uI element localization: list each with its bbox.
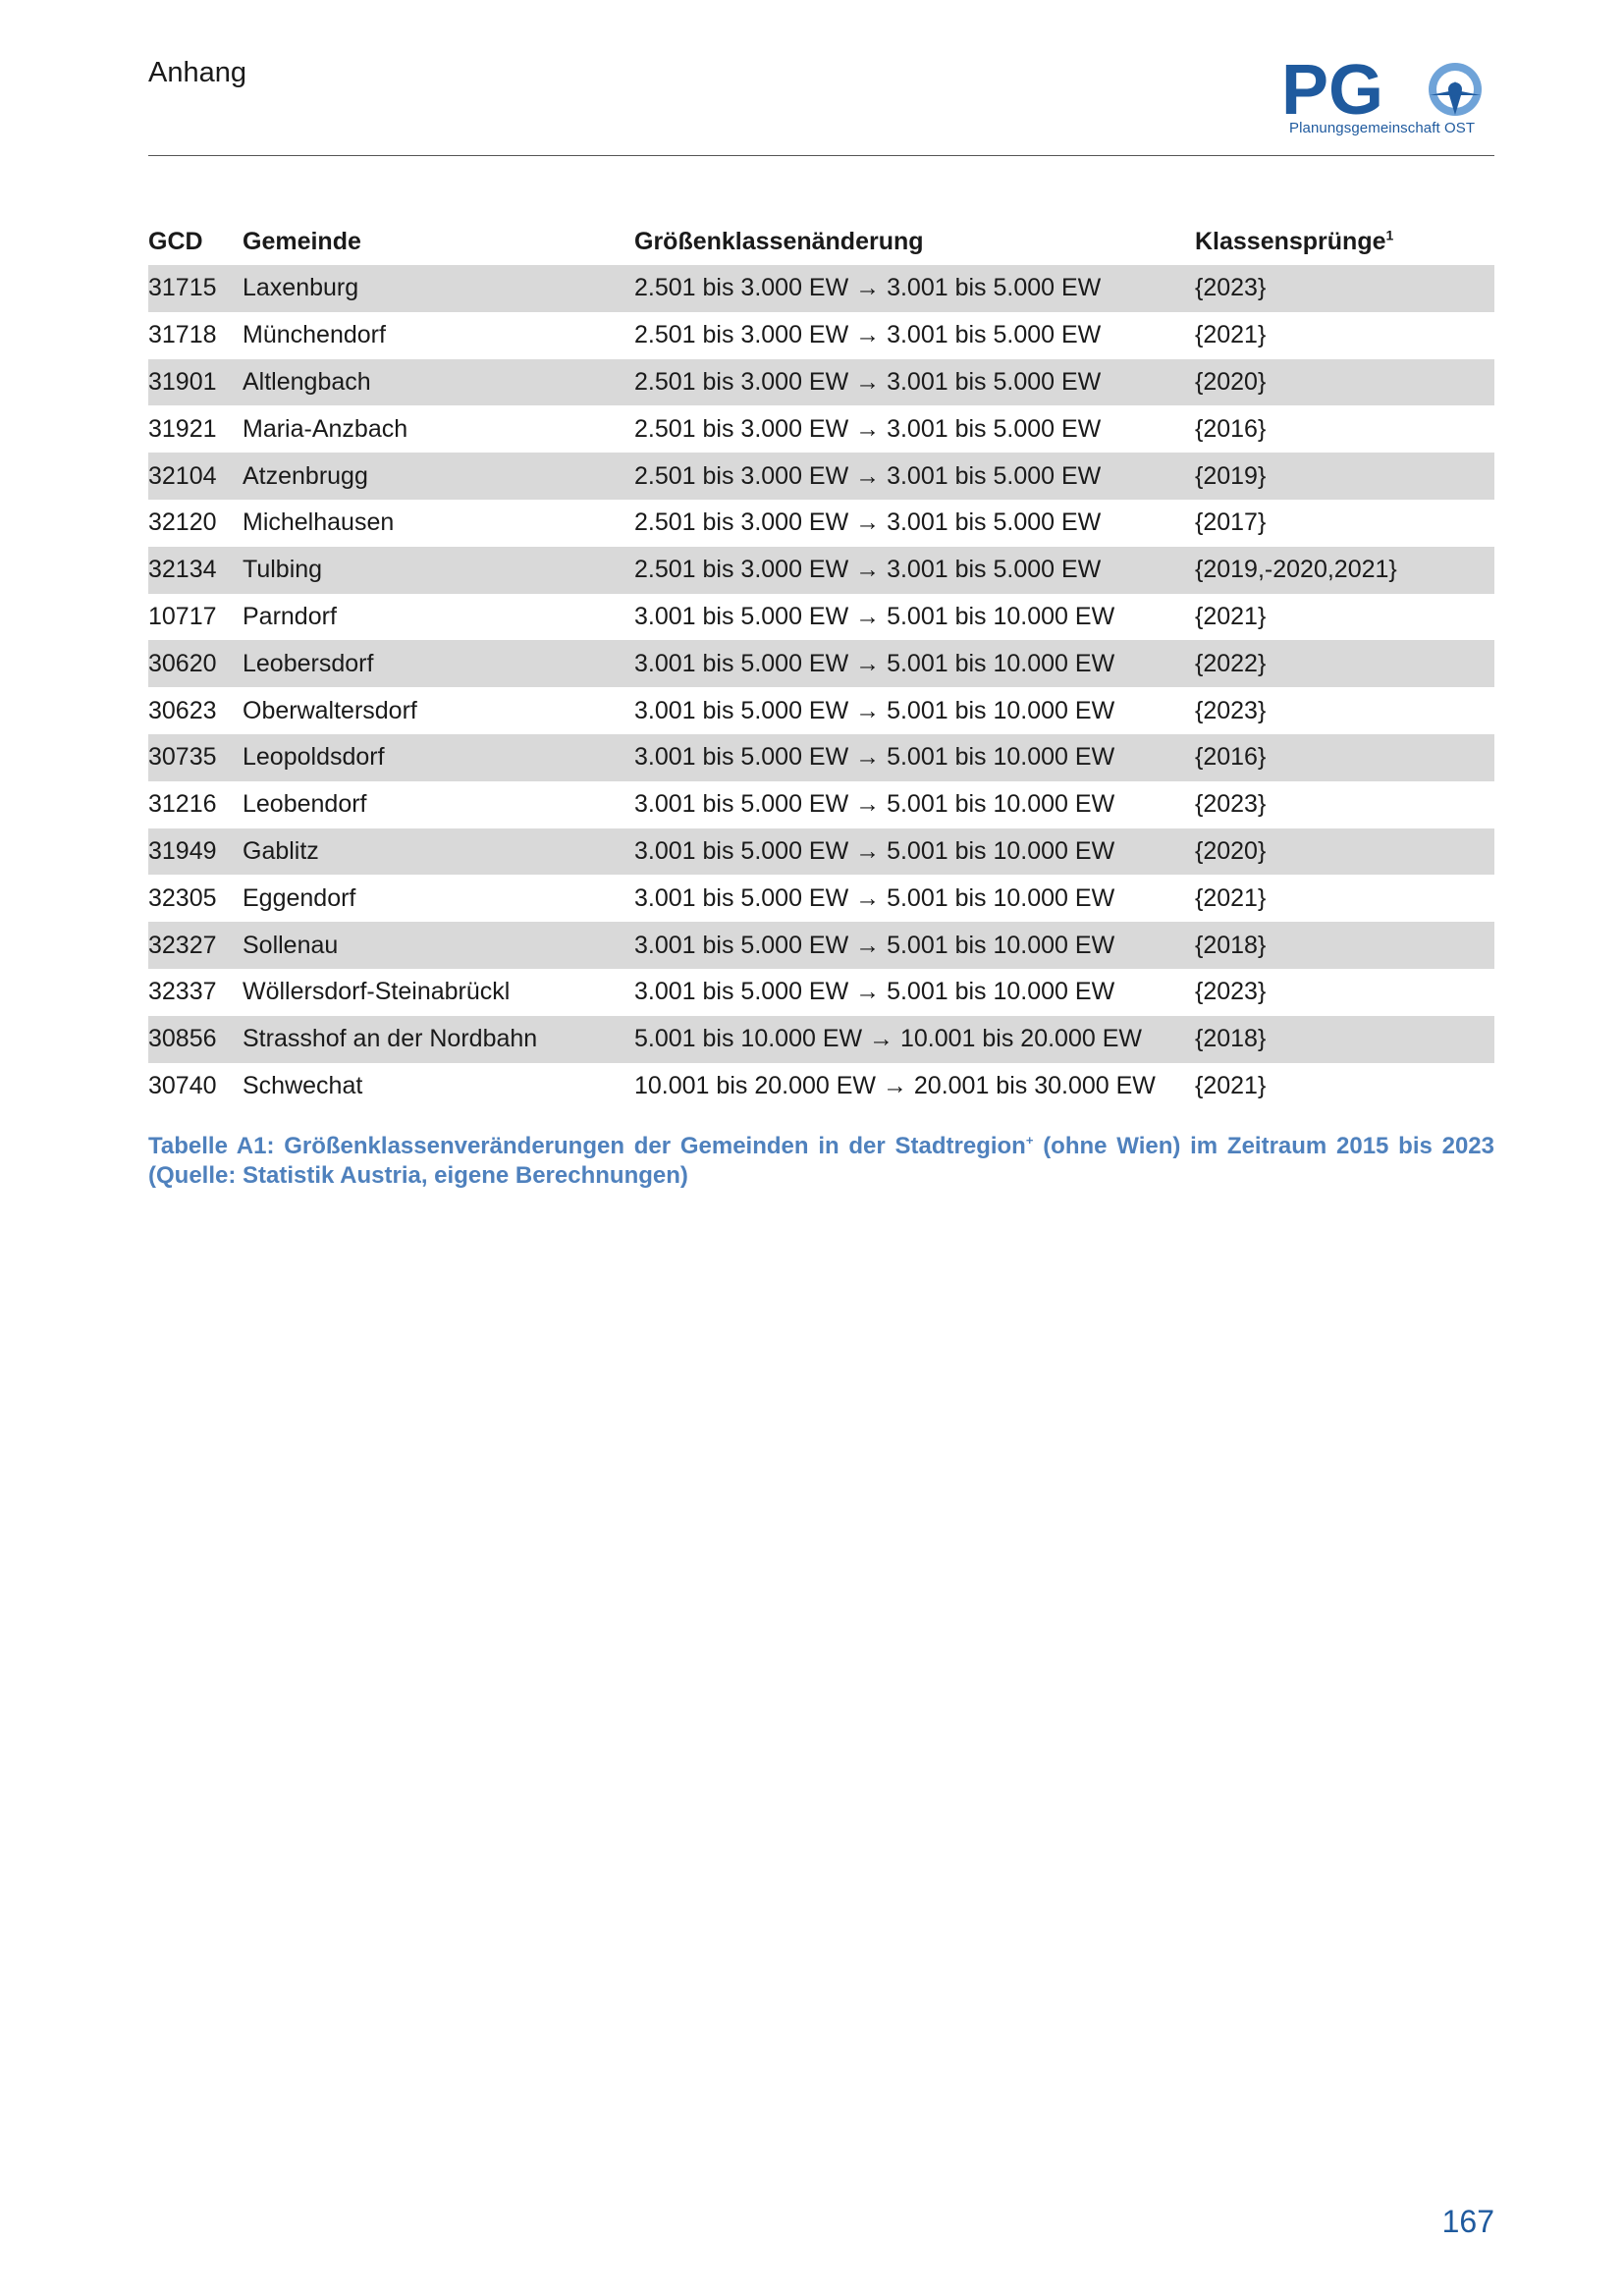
caption-marker: + xyxy=(1025,1133,1034,1148)
cell-klassenspruenge: {2021} xyxy=(1195,321,1267,349)
cell-klassenspruenge: {2019,-2020,2021} xyxy=(1195,547,1494,594)
cell-gcd: 32134 xyxy=(148,547,243,594)
cell-gemeinde: Maria-Anzbach xyxy=(243,414,408,443)
table-row xyxy=(148,405,1494,453)
cell-groessenklassenaenderung: 3.001 bis 5.000 EW → 5.001 bis 10.000 EW xyxy=(634,640,1195,687)
cell-groessenklassenaenderung: 2.501 bis 3.000 EW → 3.001 bis 5.000 EW xyxy=(634,453,1195,500)
table-row xyxy=(148,547,1494,594)
cell-gemeinde: Gablitz xyxy=(243,828,634,876)
cell-gemeinde: Parndorf xyxy=(243,602,337,630)
cell-klassenspruenge: {2019} xyxy=(1195,453,1494,500)
cell-gcd: 30623 xyxy=(148,696,217,724)
cell-gcd: 32120 xyxy=(148,508,217,537)
cell-gemeinde: Tulbing xyxy=(243,547,634,594)
cell-groessenklassenaenderung: 2.501 bis 3.000 EW → 3.001 bis 5.000 EW xyxy=(634,414,1102,443)
globe-icon xyxy=(1429,63,1482,116)
cell-klassenspruenge: {2018} xyxy=(1195,922,1494,969)
cell-klassenspruenge: {2020} xyxy=(1195,359,1494,406)
cell-klassenspruenge: {2023} xyxy=(1195,790,1267,819)
column-header-groessenklassenaenderung: Größenklassenänderung xyxy=(634,227,924,255)
cell-gcd: 31715 xyxy=(148,265,243,312)
cell-klassenspruenge: {2021} xyxy=(1195,883,1267,912)
table-row xyxy=(148,500,1494,547)
cell-klassenspruenge: {2017} xyxy=(1195,508,1267,537)
cell-groessenklassenaenderung: 3.001 bis 5.000 EW → 5.001 bis 10.000 EW xyxy=(634,696,1115,724)
table-row xyxy=(148,312,1494,359)
size-class-table xyxy=(148,218,1494,1109)
table-row xyxy=(148,687,1494,734)
cell-klassenspruenge: {2016} xyxy=(1195,734,1494,781)
table-row xyxy=(148,640,1494,687)
column-header-klassenspruenge xyxy=(1195,218,1494,265)
cell-klassenspruenge: {2020} xyxy=(1195,828,1494,876)
cell-gcd: 30620 xyxy=(148,640,243,687)
cell-gemeinde: Sollenau xyxy=(243,922,634,969)
klassenspruenge-label: Klassensprünge xyxy=(1195,227,1386,255)
cell-gemeinde: Atzenbrugg xyxy=(243,453,634,500)
cell-klassenspruenge: {2016} xyxy=(1195,414,1267,443)
cell-gcd: 32327 xyxy=(148,922,243,969)
cell-gemeinde: Leopoldsdorf xyxy=(243,734,634,781)
cell-gcd: 31901 xyxy=(148,359,243,406)
table-row xyxy=(148,1016,1494,1063)
cell-groessenklassenaenderung: 3.001 bis 5.000 EW → 5.001 bis 10.000 EW xyxy=(634,883,1115,912)
cell-klassenspruenge: {2023} xyxy=(1195,978,1267,1006)
cell-klassenspruenge: {2018} xyxy=(1195,1016,1494,1063)
cell-gemeinde: Strasshof an der Nordbahn xyxy=(243,1016,634,1063)
cell-klassenspruenge: {2023} xyxy=(1195,696,1267,724)
cell-groessenklassenaenderung: 3.001 bis 5.000 EW → 5.001 bis 10.000 EW xyxy=(634,922,1195,969)
table-row xyxy=(148,359,1494,406)
table-body xyxy=(148,265,1494,1109)
cell-groessenklassenaenderung: 5.001 bis 10.000 EW → 10.001 bis 20.000 EW xyxy=(634,1016,1195,1063)
cell-gemeinde: Leobersdorf xyxy=(243,640,634,687)
cell-groessenklassenaenderung: 3.001 bis 5.000 EW → 5.001 bis 10.000 EW xyxy=(634,790,1115,819)
cell-gemeinde: Michelhausen xyxy=(243,508,395,537)
cell-klassenspruenge: {2022} xyxy=(1195,640,1494,687)
column-header-gemeinde: Gemeinde xyxy=(243,227,361,255)
cell-groessenklassenaenderung: 2.501 bis 3.000 EW → 3.001 bis 5.000 EW xyxy=(634,508,1102,537)
table-row xyxy=(148,828,1494,876)
cell-groessenklassenaenderung: 3.001 bis 5.000 EW → 5.001 bis 10.000 EW xyxy=(634,978,1115,1006)
caption-text-part1: Tabelle A1: Größenklassenveränderungen der Gemeinden in der Stadtregion xyxy=(148,1133,1026,1159)
cell-gcd: 30856 xyxy=(148,1016,243,1063)
table-header-row xyxy=(148,218,1494,265)
table-row xyxy=(148,734,1494,781)
logo-text: PG xyxy=(1281,57,1384,130)
cell-gcd: 32104 xyxy=(148,453,243,500)
cell-groessenklassenaenderung: 2.501 bis 3.000 EW → 3.001 bis 5.000 EW xyxy=(634,265,1195,312)
table-row xyxy=(148,875,1494,922)
cell-gcd: 32337 xyxy=(148,978,217,1006)
cell-gemeinde: Altlengbach xyxy=(243,359,634,406)
cell-gemeinde: Münchendorf xyxy=(243,321,386,349)
cell-gemeinde: Leobendorf xyxy=(243,790,367,819)
header-divider xyxy=(148,155,1494,156)
logo-subtitle: Planungsgemeinschaft OST xyxy=(1289,120,1476,136)
table-row xyxy=(148,922,1494,969)
cell-gemeinde: Eggendorf xyxy=(243,883,356,912)
cell-gcd: 30735 xyxy=(148,734,243,781)
table-row xyxy=(148,453,1494,500)
cell-gcd: 10717 xyxy=(148,602,217,630)
cell-groessenklassenaenderung: 3.001 bis 5.000 EW → 5.001 bis 10.000 EW xyxy=(634,734,1195,781)
table-caption xyxy=(148,1132,1494,1191)
table-row xyxy=(148,594,1494,641)
cell-klassenspruenge: {2021} xyxy=(1195,1071,1267,1099)
cell-groessenklassenaenderung: 2.501 bis 3.000 EW → 3.001 bis 5.000 EW xyxy=(634,321,1102,349)
cell-gemeinde: Wöllersdorf-Steinabrückl xyxy=(243,978,511,1006)
cell-gcd: 31216 xyxy=(148,790,217,819)
cell-gcd: 31949 xyxy=(148,828,243,876)
cell-gemeinde: Oberwaltersdorf xyxy=(243,696,417,724)
cell-gcd: 30740 xyxy=(148,1071,217,1099)
page-header-title: Anhang xyxy=(148,57,246,88)
table-row xyxy=(148,265,1494,312)
table-row xyxy=(148,1063,1494,1110)
cell-gcd: 31921 xyxy=(148,414,217,443)
cell-groessenklassenaenderung: 3.001 bis 5.000 EW → 5.001 bis 10.000 EW xyxy=(634,602,1115,630)
cell-groessenklassenaenderung: 2.501 bis 3.000 EW → 3.001 bis 5.000 EW xyxy=(634,359,1195,406)
cell-gemeinde: Laxenburg xyxy=(243,265,634,312)
cell-gcd: 32305 xyxy=(148,883,217,912)
page-number: 167 xyxy=(1441,2204,1494,2239)
table-row xyxy=(148,781,1494,828)
cell-klassenspruenge: {2021} xyxy=(1195,602,1267,630)
cell-groessenklassenaenderung: 2.501 bis 3.000 EW → 3.001 bis 5.000 EW xyxy=(634,547,1195,594)
cell-groessenklassenaenderung: 10.001 bis 20.000 EW → 20.001 bis 30.000 EW xyxy=(634,1071,1156,1099)
cell-groessenklassenaenderung: 3.001 bis 5.000 EW → 5.001 bis 10.000 EW xyxy=(634,828,1195,876)
footnote-marker: 1 xyxy=(1385,227,1394,243)
cell-klassenspruenge: {2023} xyxy=(1195,265,1494,312)
cell-gemeinde: Schwechat xyxy=(243,1071,363,1099)
caption-text-part2: (ohne Wien) im Zeitraum 2015 bis 2023 (Quelle: Statistik Austria, eigene Berechnungen) xyxy=(148,1133,1494,1189)
cell-gcd: 31718 xyxy=(148,321,217,349)
table-row xyxy=(148,969,1494,1016)
column-header-gcd: GCD xyxy=(148,227,203,255)
